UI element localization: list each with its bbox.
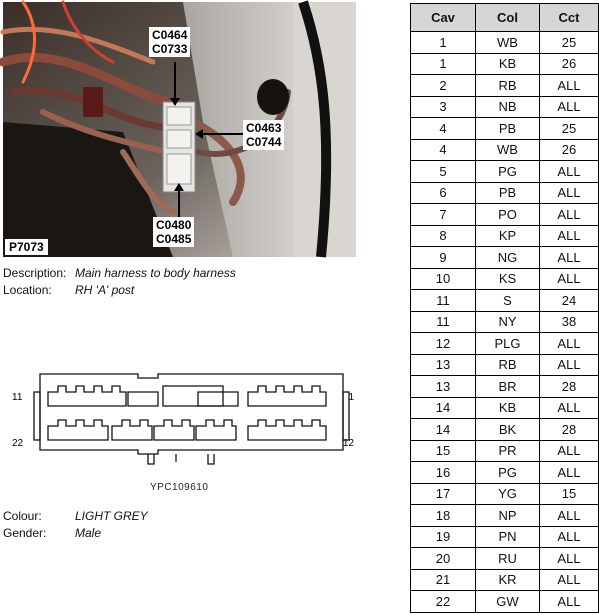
cell-cct: ALL xyxy=(540,96,599,118)
cell-cct: 38 xyxy=(540,311,599,333)
photo-id-label: P7073 xyxy=(5,239,48,255)
cell-col: PG xyxy=(476,462,540,484)
cell-cav: 14 xyxy=(411,397,476,419)
cell-cct: ALL xyxy=(540,161,599,183)
table-row xyxy=(411,268,599,290)
table-row xyxy=(411,462,599,484)
cell-col: NB xyxy=(476,96,540,118)
pin-label-1: 1 xyxy=(348,392,354,403)
cell-cct: ALL xyxy=(540,182,599,204)
callout-right xyxy=(243,120,284,150)
cell-col: RB xyxy=(476,75,540,97)
callout-right-line2: C0744 xyxy=(246,135,282,149)
table-row xyxy=(411,139,599,161)
table-row xyxy=(411,440,599,462)
table-row xyxy=(411,397,599,419)
table-row xyxy=(411,311,599,333)
pinout-table xyxy=(410,3,599,613)
cell-cav: 22 xyxy=(411,591,476,613)
cell-cct: 28 xyxy=(540,419,599,441)
cell-cct: ALL xyxy=(540,548,599,570)
table-row xyxy=(411,505,599,527)
table-row xyxy=(411,376,599,398)
table-row xyxy=(411,118,599,140)
description-label: Description: xyxy=(3,266,67,280)
callout-right-line1: C0463 xyxy=(246,121,282,135)
table-row xyxy=(411,548,599,570)
colour-value: LIGHT GREY xyxy=(75,509,148,523)
cell-col: RB xyxy=(476,354,540,376)
cell-cav: 13 xyxy=(411,354,476,376)
table-row xyxy=(411,354,599,376)
description-row xyxy=(3,265,236,281)
colour-row xyxy=(3,508,148,524)
cell-col: PO xyxy=(476,204,540,226)
table-row xyxy=(411,225,599,247)
pinout-table-body xyxy=(411,32,599,613)
table-row xyxy=(411,526,599,548)
cell-col: KP xyxy=(476,225,540,247)
table-row xyxy=(411,204,599,226)
gender-row xyxy=(3,525,101,541)
callout-bottom-line1: C0480 xyxy=(156,218,192,232)
cell-col: KB xyxy=(476,53,540,75)
cell-cav: 12 xyxy=(411,333,476,355)
cell-cav: 13 xyxy=(411,376,476,398)
cell-col: RU xyxy=(476,548,540,570)
table-header-row xyxy=(411,4,599,32)
callout-bottom xyxy=(153,217,194,247)
cell-col: S xyxy=(476,290,540,312)
gender-label: Gender: xyxy=(3,526,47,540)
cell-col: WB xyxy=(476,139,540,161)
cell-cct: ALL xyxy=(540,333,599,355)
table-row xyxy=(411,75,599,97)
cell-cav: 11 xyxy=(411,311,476,333)
cell-cav: 2 xyxy=(411,75,476,97)
cell-cav: 8 xyxy=(411,225,476,247)
pin-label-11: 11 xyxy=(12,392,23,403)
callout-top xyxy=(149,27,190,57)
cell-col: NG xyxy=(476,247,540,269)
colour-label: Colour: xyxy=(3,509,42,523)
cell-cav: 6 xyxy=(411,182,476,204)
callout-top-line2: C0733 xyxy=(152,42,188,56)
location-row xyxy=(3,282,134,298)
header-cct: Cct xyxy=(540,4,599,32)
table-row xyxy=(411,569,599,591)
cell-col: WB xyxy=(476,32,540,54)
cell-col: KS xyxy=(476,268,540,290)
cell-cct: ALL xyxy=(540,354,599,376)
cell-col: PB xyxy=(476,118,540,140)
cell-cct: ALL xyxy=(540,591,599,613)
cell-cav: 7 xyxy=(411,204,476,226)
cell-col: NY xyxy=(476,311,540,333)
location-label: Location: xyxy=(3,283,52,297)
cell-col: KR xyxy=(476,569,540,591)
pin-label-12: 12 xyxy=(342,438,354,449)
table-row xyxy=(411,182,599,204)
cell-cav: 20 xyxy=(411,548,476,570)
cell-col: PR xyxy=(476,440,540,462)
cell-cav: 15 xyxy=(411,440,476,462)
callout-bottom-line2: C0485 xyxy=(156,232,192,246)
location-value: RH 'A' post xyxy=(75,283,135,297)
cell-cct: 25 xyxy=(540,118,599,140)
cell-col: PLG xyxy=(476,333,540,355)
table-row xyxy=(411,591,599,613)
cell-col: GW xyxy=(476,591,540,613)
cell-cct: 26 xyxy=(540,139,599,161)
cell-cav: 21 xyxy=(411,569,476,591)
cell-cct: ALL xyxy=(540,247,599,269)
cell-cav: 4 xyxy=(411,139,476,161)
cell-col: NP xyxy=(476,505,540,527)
cell-cct: 24 xyxy=(540,290,599,312)
cell-cct: ALL xyxy=(540,569,599,591)
cell-cct: 25 xyxy=(540,32,599,54)
cell-cav: 16 xyxy=(411,462,476,484)
cell-cct: ALL xyxy=(540,397,599,419)
cell-cav: 1 xyxy=(411,53,476,75)
cell-col: BK xyxy=(476,419,540,441)
connector-face-diagram xyxy=(8,370,354,470)
cell-cct: ALL xyxy=(540,225,599,247)
cell-cav: 5 xyxy=(411,161,476,183)
description-value: Main harness to body harness xyxy=(75,266,236,280)
table-row xyxy=(411,483,599,505)
cell-col: YG xyxy=(476,483,540,505)
cell-cct: ALL xyxy=(540,75,599,97)
table-row xyxy=(411,419,599,441)
cell-col: PN xyxy=(476,526,540,548)
header-col: Col xyxy=(476,4,540,32)
cell-cct: 28 xyxy=(540,376,599,398)
cell-cav: 11 xyxy=(411,290,476,312)
cell-col: PB xyxy=(476,182,540,204)
cell-cav: 19 xyxy=(411,526,476,548)
table-row xyxy=(411,53,599,75)
table-row xyxy=(411,32,599,54)
pin-label-22: 22 xyxy=(12,438,24,449)
cell-col: BR xyxy=(476,376,540,398)
cell-col: PG xyxy=(476,161,540,183)
cell-cav: 3 xyxy=(411,96,476,118)
cell-cct: 26 xyxy=(540,53,599,75)
table-row xyxy=(411,96,599,118)
cell-cct: ALL xyxy=(540,462,599,484)
cell-cav: 18 xyxy=(411,505,476,527)
cell-cct: 15 xyxy=(540,483,599,505)
cell-cct: ALL xyxy=(540,204,599,226)
harness-photo xyxy=(3,2,356,257)
cell-cav: 10 xyxy=(411,268,476,290)
part-number: YPC109610 xyxy=(150,482,209,493)
table-row xyxy=(411,290,599,312)
callout-top-line1: C0464 xyxy=(152,28,188,42)
cell-cct: ALL xyxy=(540,526,599,548)
cell-cav: 17 xyxy=(411,483,476,505)
cell-cav: 14 xyxy=(411,419,476,441)
cell-cct: ALL xyxy=(540,440,599,462)
cell-cav: 9 xyxy=(411,247,476,269)
table-row xyxy=(411,333,599,355)
cell-col: KB xyxy=(476,397,540,419)
header-cav: Cav xyxy=(411,4,476,32)
cell-cct: ALL xyxy=(540,268,599,290)
table-row xyxy=(411,247,599,269)
cell-cav: 1 xyxy=(411,32,476,54)
gender-value: Male xyxy=(75,526,102,540)
table-row xyxy=(411,161,599,183)
cell-cct: ALL xyxy=(540,505,599,527)
cell-cav: 4 xyxy=(411,118,476,140)
